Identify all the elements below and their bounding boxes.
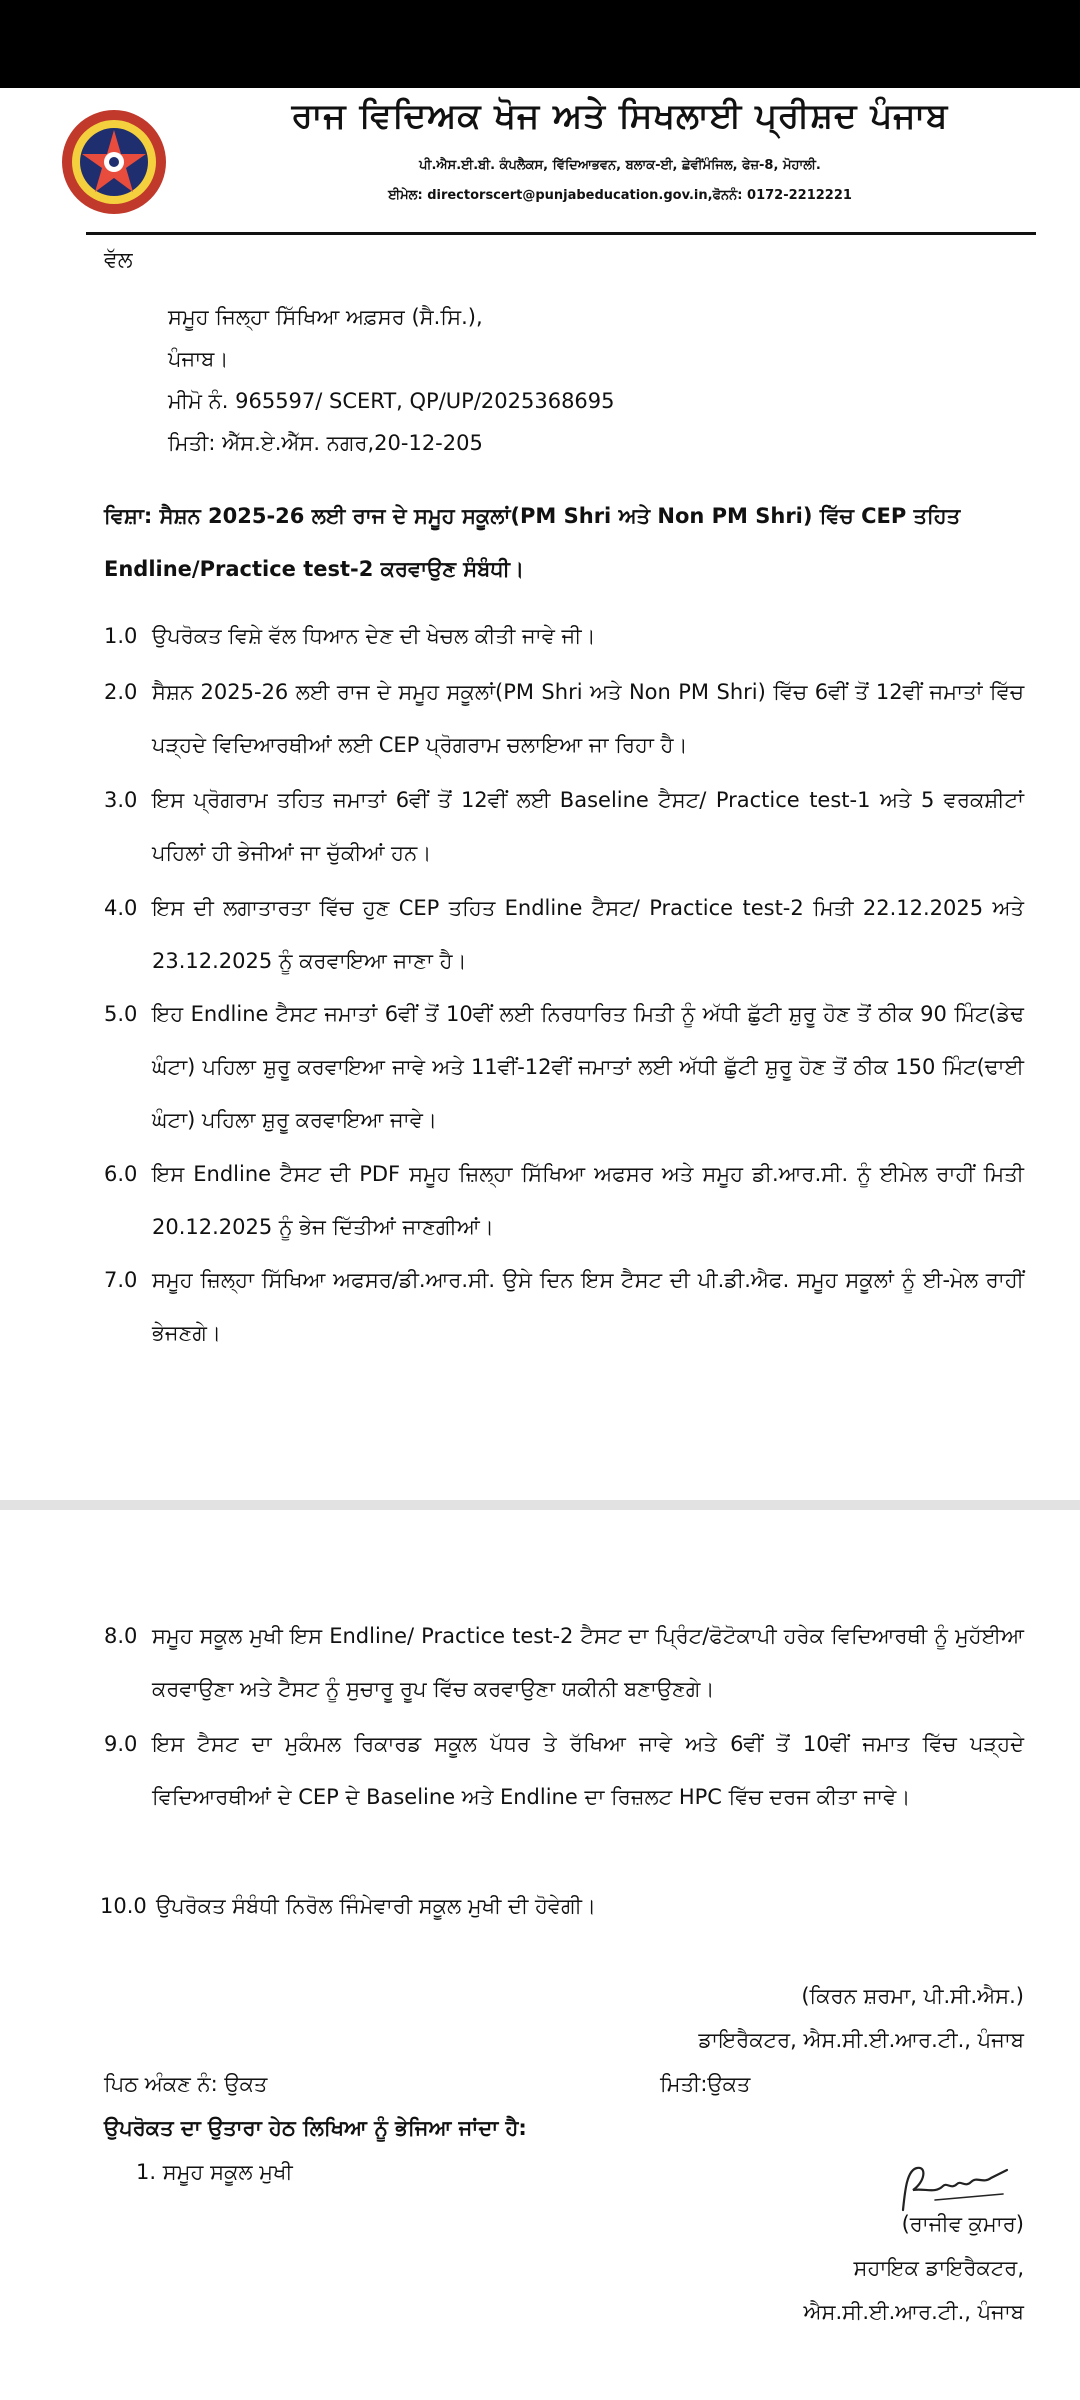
assistant-name: (ਰਾਜੀਵ ਕੁਮਾਰ) xyxy=(901,2212,1024,2236)
paragraph-item xyxy=(104,1254,1024,1360)
org-contact: ਈਮੇਲ: directorscert@punjabeducation.gov.in,ਫੋਨਨੰ: 0172-2212221 xyxy=(388,188,852,203)
paragraph-number: 4.0 xyxy=(104,896,138,920)
paragraph-text: ਇਸ Endline ਟੈਸਟ ਦੀ PDF ਸਮੂਹ ਜ਼ਿਲ੍ਹਾ ਸਿੱਖਿਆ ਅਫਸਰ ਅਤੇ ਸਮੂਹ ਡੀ.ਆਰ.ਸੀ. ਨੂੰ ਈਮੇਲ ਰਾਹੀਂ ਮਿਤੀ 20.12.2025 ਨੂੰ ਭੇਜ ਦਿੱਤੀਆਂ ਜਾਣਗੀਆਂ। xyxy=(152,1162,1024,1239)
paragraph-item xyxy=(104,666,1024,772)
paragraph-number: 3.0 xyxy=(104,788,138,812)
paragraph-text: ਉਪਰੋਕਤ ਵਿਸ਼ੇ ਵੱਲ ਧਿਆਨ ਦੇਣ ਦੀ ਖੇਚਲ ਕੀਤੀ ਜਾਵੇ ਜੀ। xyxy=(152,624,596,648)
subject-line: ਵਿਸ਼ਾ: ਸੈਸ਼ਨ 2025-26 ਲਈ ਰਾਜ ਦੇ ਸਮੂਹ ਸਕੂਲਾਂ(PM Shri ਅਤੇ Non PM Shri) ਵਿੱਚ CEP ਤਹਿਤ Endline/Practice test-2 ਕਰਵਾਉਣ ਸੰਬੰਧੀ। xyxy=(104,504,961,581)
assistant-designation: ਸਹਾਇਕ ਡਾਇਰੈਕਟਰ, xyxy=(853,2256,1024,2280)
paragraph-number: 7.0 xyxy=(104,1268,138,1292)
scert-punjab-seal-icon xyxy=(60,108,168,216)
paragraph-text: ਸੈਸ਼ਨ 2025-26 ਲਈ ਰਾਜ ਦੇ ਸਮੂਹ ਸਕੂਲਾਂ(PM Shri ਅਤੇ Non PM Shri) ਵਿੱਚ 6ਵੀਂ ਤੋਂ 12ਵੀਂ ਜਮਾਤਾਂ ਵਿੱਚ ਪੜ੍ਹਦੇ ਵਿਦਿਆਰਥੀਆਂ ਲਈ CEP ਪ੍ਰੋਗਰਾਮ ਚਲਾਇਆ ਜਾ ਰਿਹਾ ਹੈ। xyxy=(152,680,1024,757)
paragraph-text: ਸਮੂਹ ਸਕੂਲ ਮੁਖੀ ਇਸ Endline/ Practice test-2 ਟੈਸਟ ਦਾ ਪ੍ਰਿੰਟ/ਫੋਟੋਕਾਪੀ ਹਰੇਕ ਵਿਦਿਆਰਥੀ ਨੂੰ ਮੁਹੱਈਆ ਕਰਵਾਉਣਾ ਅਤੇ ਟੈਸਟ ਨੂੰ ਸੁਚਾਰੂ ਰੂਪ ਵਿੱਚ ਕਰਵਾਉਣਾ ਯਕੀਨੀ ਬਣਾਉਣਗੇ। xyxy=(152,1624,1024,1701)
paragraph-number: 6.0 xyxy=(104,1162,138,1186)
paragraph-item xyxy=(104,610,1024,663)
paragraph-item xyxy=(104,1148,1024,1254)
forwarding-list-item: 1. ਸਮੂਹ ਸਕੂਲ ਮੁਖੀ xyxy=(136,2160,293,2184)
paragraph-number: 2.0 xyxy=(104,680,138,704)
signatory-name: (ਕਿਰਨ ਸ਼ਰਮਾ, ਪੀ.ਸੀ.ਐਸ.) xyxy=(801,1984,1024,2008)
assistant-office: ਐਸ.ਸੀ.ਈ.ਆਰ.ਟੀ., ਪੰਜਾਬ xyxy=(803,2300,1024,2324)
paragraph-item xyxy=(100,1880,1030,1933)
paragraph-item xyxy=(104,774,1024,880)
paragraph-item xyxy=(104,882,1024,988)
paragraph-item xyxy=(104,1610,1024,1716)
paragraph-item xyxy=(104,988,1024,1147)
document-page-2 xyxy=(0,1510,1080,2400)
paragraph-text: ਸਮੂਹ ਜ਼ਿਲ੍ਹਾ ਸਿੱਖਿਆ ਅਫਸਰ/ਡੀ.ਆਰ.ਸੀ. ਉਸੇ ਦਿਨ ਇਸ ਟੈਸਟ ਦੀ ਪੀ.ਡੀ.ਐਫ. ਸਮੂਹ ਸਕੂਲਾਂ ਨੂੰ ਈ-ਮੇਲ ਰਾਹੀਂ ਭੇਜਣਗੇ। xyxy=(152,1268,1024,1345)
paragraph-number: 10.0 xyxy=(100,1894,147,1918)
page-separator xyxy=(0,1500,1080,1510)
paragraph-text: ਇਸ ਪ੍ਰੋਗਰਾਮ ਤਹਿਤ ਜਮਾਤਾਂ 6ਵੀਂ ਤੋਂ 12ਵੀਂ ਲਈ Baseline ਟੈਸਟ/ Practice test-1 ਅਤੇ 5 ਵਰਕਸ਼ੀਟਾਂ ਪਹਿਲਾਂ ਹੀ ਭੇਜੀਆਂ ਜਾ ਚੁੱਕੀਆਂ ਹਨ। xyxy=(152,788,1024,865)
paragraph-number: 9.0 xyxy=(104,1732,138,1756)
document-page-1 xyxy=(0,88,1080,1500)
address-block xyxy=(168,296,615,464)
org-address: ਪੀ.ਐਸ.ਈ.ਬੀ. ਕੰਪਲੈਕਸ, ਵਿੱਦਿਆਭਵਨ, ਬਲਾਕ-ਈ, ਛੇਵੀਂਮੰਜਿਲ, ਫੇਜ਼-8, ਮੋਹਾਲੀ. xyxy=(419,158,821,173)
forwarding-text: ਉਪਰੋਕਤ ਦਾ ਉਤਾਰਾ ਹੇਠ ਲਿਖਿਆ ਨੂੰ ਭੇਜਿਆ ਜਾਂਦਾ ਹੈ: xyxy=(104,2116,527,2140)
paragraph-text: ਇਸ ਦੀ ਲਗਾਤਾਰਤਾ ਵਿੱਚ ਹੁਣ CEP ਤਹਿਤ Endline ਟੈਸਟ/ Practice test-2 ਮਿਤੀ 22.12.2025 ਅਤੇ 23.12.2025 ਨੂੰ ਕਰਵਾਇਆ ਜਾਣਾ ਹੈ। xyxy=(152,896,1024,973)
to-label: ਵੱਲ xyxy=(104,248,133,273)
letter-date: ਮਿਤੀ: ਐੱਸ.ਏ.ਐੱਸ. ਨਗਰ,20-12-205 xyxy=(168,431,483,455)
endorsement-date: ਮਿਤੀ:ਉਕਤ xyxy=(660,2072,751,2096)
paragraph-number: 1.0 xyxy=(104,624,138,648)
endorsement-number: ਪਿਠ ਅੰਕਣ ਨੰ: ਉਕਤ xyxy=(104,2072,268,2096)
header-divider xyxy=(86,232,1036,235)
status-bar xyxy=(0,0,1080,88)
paragraph-number: 8.0 xyxy=(104,1624,138,1648)
signatory-designation: ਡਾਇਰੈਕਟਰ, ਐਸ.ਸੀ.ਈ.ਆਰ.ਟੀ., ਪੰਜਾਬ xyxy=(698,2028,1024,2052)
paragraph-text: ਉਪਰੋਕਤ ਸੰਬੰਧੀ ਨਿਰੋਲ ਜਿੰਮੇਵਾਰੀ ਸਕੂਲ ਮੁਖੀ ਦੀ ਹੋਵੇਗੀ। xyxy=(156,1894,597,1918)
paragraph-text: ਇਸ ਟੈਸਟ ਦਾ ਮੁਕੰਮਲ ਰਿਕਾਰਡ ਸਕੂਲ ਪੱਧਰ ਤੇ ਰੱਖਿਆ ਜਾਵੇ ਅਤੇ 6ਵੀਂ ਤੋਂ 10ਵੀਂ ਜਮਾਤ ਵਿੱਚ ਪੜ੍ਹਦੇ ਵਿਦਿਆਰਥੀਆਂ ਦੇ CEP ਦੇ Baseline ਅਤੇ Endline ਦਾ ਰਿਜ਼ਲਟ HPC ਵਿੱਚ ਦਰਜ ਕੀਤਾ ਜਾਵੇ। xyxy=(152,1732,1024,1809)
recipient-line-2: ਪੰਜਾਬ। xyxy=(168,347,229,371)
handwritten-signature-icon xyxy=(895,2160,1015,2220)
paragraph-number: 5.0 xyxy=(104,1002,138,1026)
memo-number: ਮੀਮੋ ਨੰ. 965597/ SCERT, QP/UP/2025368695 xyxy=(168,389,615,413)
paragraph-item xyxy=(104,1718,1024,1824)
org-title: ਰਾਜ ਵਿਦਿਅਕ ਖੋਜ ਅਤੇ ਸਿਖਲਾਈ ਪ੍ਰੀਸ਼ਦ ਪੰਜਾਬ xyxy=(291,96,949,136)
paragraph-text: ਇਹ Endline ਟੈਸਟ ਜਮਾਤਾਂ 6ਵੀਂ ਤੋਂ 10ਵੀਂ ਲਈ ਨਿਰਧਾਰਿਤ ਮਿਤੀ ਨੂੰ ਅੱਧੀ ਛੁੱਟੀ ਸ਼ੁਰੂ ਹੋਣ ਤੋਂ ਠੀਕ 90 ਮਿੰਟ(ਡੇਢ ਘੰਟਾ) ਪਹਿਲਾ ਸ਼ੁਰੂ ਕਰਵਾਇਆ ਜਾਵੇ ਅਤੇ 11ਵੀਂ-12ਵੀਂ ਜਮਾਤਾਂ ਲਈ ਅੱਧੀ ਛੁੱਟੀ ਸ਼ੁਰੂ ਹੋਣ ਤੋਂ ਠੀਕ 150 ਮਿੰਟ(ਢਾਈ ਘੰਟਾ) ਪਹਿਲਾ ਸ਼ੁਰੂ ਕਰਵਾਇਆ ਜਾਵੇ। xyxy=(152,1002,1024,1132)
recipient-line-1: ਸਮੂਹ ਜਿਲ੍ਹਾ ਸਿੱਖਿਆ ਅਫ਼ਸਰ (ਸੈ.ਸਿ.), xyxy=(168,305,483,329)
